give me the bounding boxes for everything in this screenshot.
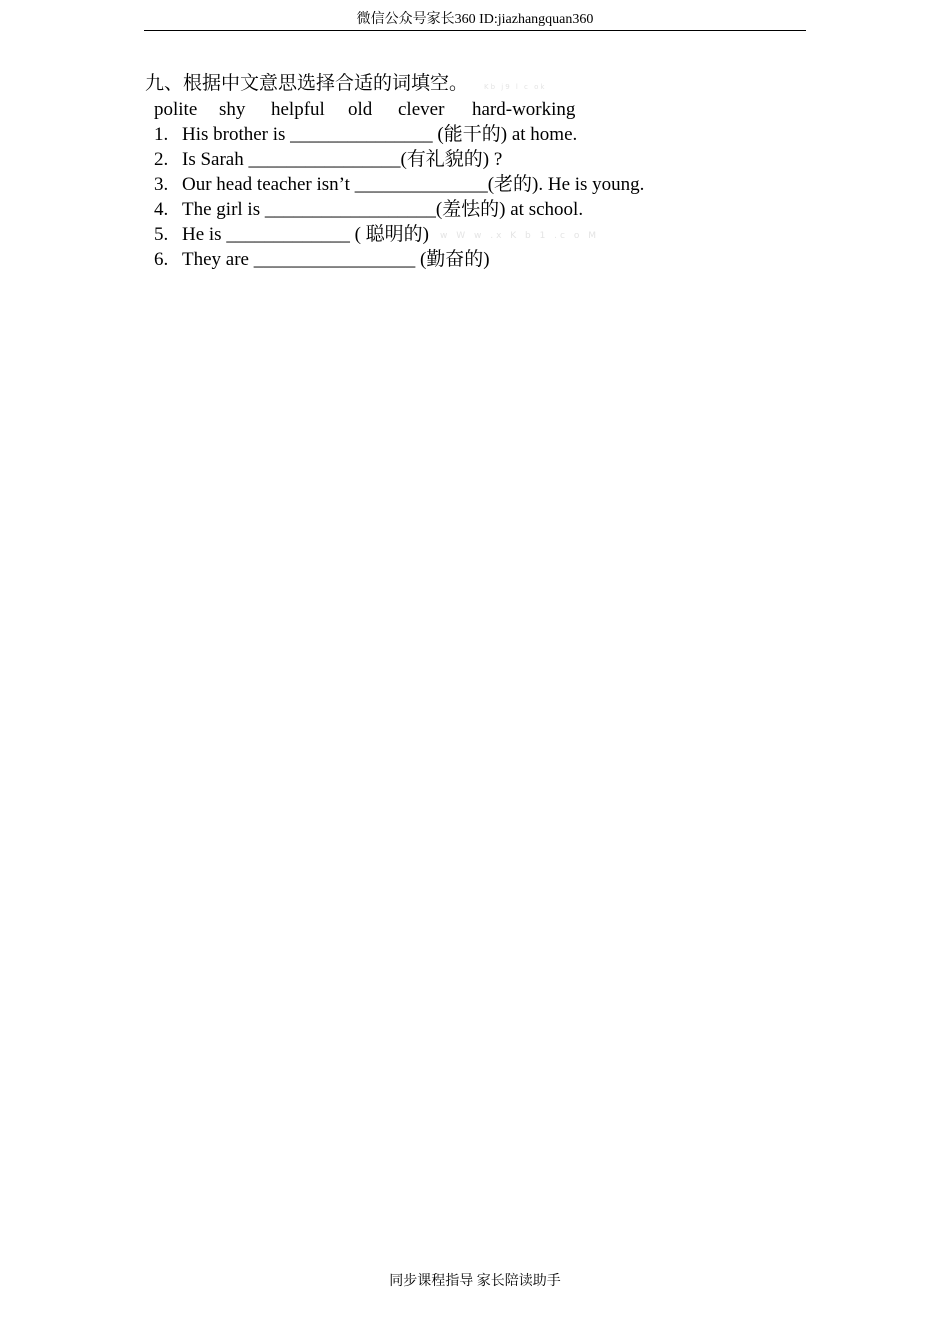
question-text: The girl is __________________(羞怯的) at school. xyxy=(182,199,584,220)
word-bank-item: clever xyxy=(398,99,445,120)
question-text: They are _________________ (勤奋的) xyxy=(182,249,490,270)
header-divider xyxy=(144,30,806,31)
question-number: 3. xyxy=(154,174,169,195)
word-bank-item: hard-working xyxy=(472,99,576,120)
exercise-title: 九、根据中文意思选择合适的词填空。 xyxy=(145,73,469,94)
question-number: 4. xyxy=(154,199,169,220)
question-text: His brother is _______________ (能干的) at home. xyxy=(182,124,578,145)
page-footer: 同步课程指导 家长陪读助手 xyxy=(389,1274,561,1289)
question-number: 1. xyxy=(154,124,169,145)
question-number: 5. xyxy=(154,224,169,245)
question-number: 6. xyxy=(154,249,169,270)
word-bank-item: helpful xyxy=(271,99,325,120)
question-text: He is _____________ ( 聪明的) xyxy=(182,224,429,245)
question-number: 2. xyxy=(154,149,169,170)
word-bank-item: old xyxy=(348,99,373,120)
watermark-text: w W w .x K b 1 .c o M xyxy=(440,231,599,241)
question-text: Our head teacher isn’t ______________(老的). He is young. xyxy=(182,174,645,195)
watermark-text: Kb j9 l c ok xyxy=(484,83,547,91)
page-header: 微信公众号家长360 ID:jiazhangquan360 xyxy=(356,12,594,27)
word-bank-item: shy xyxy=(219,99,246,120)
question-text: Is Sarah ________________(有礼貌的) ? xyxy=(182,149,503,170)
word-bank-item: polite xyxy=(154,99,198,120)
